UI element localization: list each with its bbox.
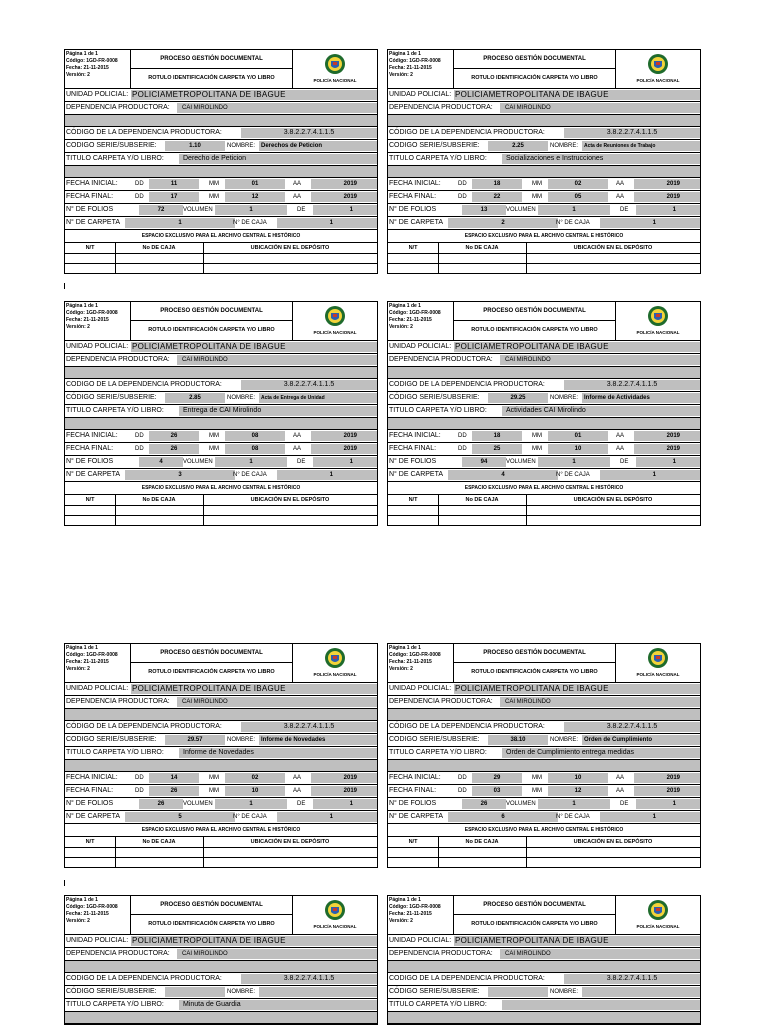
police-shield-icon (647, 305, 669, 329)
form-meta: Página 1 de 1 Código: 1GD-FR-0008 Fecha: 21-11-2015 Versión: 2 (65, 50, 131, 88)
process-title: PROCESO GESTIÓN DOCUMENTAL (131, 302, 292, 321)
process-title: PROCESO GESTIÓN DOCUMENTAL (454, 302, 615, 321)
police-shield-icon (324, 647, 346, 671)
police-logo: POLICÍA NACIONAL (616, 302, 700, 340)
archive-table-header: N/T No DE CAJA UBICACIÓN EN EL DEPÓSITO (388, 495, 700, 506)
table-row (388, 254, 700, 264)
police-logo: POLICÍA NACIONAL (616, 50, 700, 88)
police-shield-icon (324, 53, 346, 77)
unidad-value: POLICIAMETROPOLITANA DE IBAGUE (131, 684, 377, 694)
police-logo: POLICÍA NACIONAL (293, 50, 377, 88)
unidad-value: POLICIAMETROPOLITANA DE IBAGUE (454, 90, 700, 100)
archive-table-header: N/T No DE CAJA UBICACIÓN EN EL DEPÓSITO (388, 243, 700, 254)
label-subtitle: ROTULO IDENTIFICACIÓN CARPETA Y/O LIBRO (148, 75, 275, 81)
archive-notice: ESPACIO EXCLUSIVO PARA EL ARCHIVO CENTRAL E HISTÓRICO (65, 824, 377, 837)
police-logo: POLICÍA NACIONAL (616, 644, 700, 682)
police-shield-icon (324, 305, 346, 329)
archive-notice: ESPACIO EXCLUSIVO PARA EL ARCHIVO CENTRAL E HISTÓRICO (388, 824, 700, 837)
archive-table-header: N/T No DE CAJA UBICACIÓN EN EL DEPÓSITO (388, 837, 700, 848)
folder-label-3: Página 1 de 1 Código: 1GD-FR-0008 Fecha: 21-11-2015 Versión: 2 PROCESO GESTIÓN DOCUMENTAL ROTULO IDENTIFICACIÓN CARPETA Y/O LIBRO POLICÍA NACIONAL UNIDAD POLICIAL: POLICIAMETROPOLITANA DE IBAGUE DEPENDENCIA PRODUCTORA: CAI MIROLINDO CODIGO DE LA DEPENDENCIA PRODUCTORA: 3.8.2.2.7.4.1.1.5 CÓDIGO SERIE/SUBSERIE: 2.85 NOMBRE: Acta de Entrega de Unidad TITULO CARPETA Y/O LIBRO: Entrega de CAI Mirolindo FECHA INICIAL: DD 26 MM 08 AA 2019 FECHA FINAL: DD 26 MM 08 AA 2019 N° DE FOLIOS 4 VOLUMEN 1 DE 1 N° DE CARPETA 3 N° DE CAJA 1 ESPACIO EXCLUSIVO PARA EL ARCHIVO CENTRAL E HISTÓRICO N/T No DE CAJA UBICACIÓN EN EL DEPÓSITO (64, 301, 378, 526)
form-meta: Página 1 de 1 Código: 1GD-FR-0008 Fecha: 21-11-2015 Versión: 2 (65, 896, 131, 934)
label-subtitle: ROTULO IDENTIFICACIÓN CARPETA Y/O LIBRO (471, 75, 598, 81)
table-row (65, 254, 377, 264)
label-header (388, 50, 700, 89)
process-title: PROCESO GESTIÓN DOCUMENTAL (454, 644, 615, 663)
police-logo: POLICÍA NACIONAL (293, 896, 377, 934)
process-title: PROCESO GESTIÓN DOCUMENTAL (454, 50, 615, 69)
form-meta: Página 1 de 1 Código: 1GD-FR-0008 Fecha: 21-11-2015 Versión: 2 (388, 50, 454, 88)
label-header (65, 302, 377, 341)
police-shield-icon (647, 647, 669, 671)
label-header (65, 50, 377, 89)
table-row (388, 264, 700, 273)
folder-label-8: Página 1 de 1 Código: 1GD-FR-0008 Fecha: 21-11-2015 Versión: 2 PROCESO GESTIÓN DOCUMENTAL ROTULO IDENTIFICACIÓN CARPETA Y/O LIBRO POLICÍA NACIONAL UNIDAD POLICIAL: POLICIAMETROPOLITANA DE IBAGUE DEPENDENCIA PRODUCTORA: CAI MIROLINDO CODIGO DE LA DEPENDENCIA PRODUCTORA: 3.8.2.2.7.4.1.1.5 CÓDIGO SERIE/SUBSERIE: NOMBRE: TITULO CARPETA Y/O LIBRO: (387, 895, 701, 1025)
label-header (388, 302, 700, 341)
label-header (65, 896, 377, 935)
archive-notice: ESPACIO EXCLUSIVO PARA EL ARCHIVO CENTRAL E HISTÓRICO (388, 230, 700, 243)
form-meta: Página 1 de 1 Código: 1GD-FR-0008 Fecha: 21-11-2015 Versión: 2 (388, 644, 454, 682)
label-subtitle: ROTULO IDENTIFICACIÓN CARPETA Y/O LIBRO (471, 669, 598, 675)
folder-label-2: Página 1 de 1 Código: 1GD-FR-0008 Fecha: 21-11-2015 Versión: 2 PROCESO GESTIÓN DOCUMENTAL ROTULO IDENTIFICACIÓN CARPETA Y/O LIBRO POLICÍA NACIONAL UNIDAD POLICIAL: POLICIAMETROPOLITANA DE IBAGUE DEPENDENCIA PRODUCTORA: CAI MIROLINDO CÓDIGO DE LA DEPENDENCIA PRODUCTORA: 3.8.2.2.7.4.1.1.5 CODIGO SERIE/SUBSERIE: 2.25 NOMBRE: Acta de Reuniones de Trabajo TITULO CARPETA Y/O LIBRO: Socializaciones e Instrucciones FECHA INICIAL: DD 18 MM 02 AA 2019 FECHA FINAL: DD 22 MM 05 AA 2019 N° DE FOLIOS 13 VOLUMEN 1 DE 1 N° DE CARPETA 2 N° DE CAJA 1 ESPACIO EXCLUSIVO PARA EL ARCHIVO CENTRAL E HISTÓRICO N/T No DE CAJA UBICACIÓN EN EL DEPÓSITO (387, 49, 701, 274)
table-row (388, 516, 700, 525)
police-shield-icon (647, 53, 669, 77)
folder-label-7: Página 1 de 1 Código: 1GD-FR-0008 Fecha: 21-11-2015 Versión: 2 PROCESO GESTIÓN DOCUMENTAL ROTULO IDENTIFICACIÓN CARPETA Y/O LIBRO POLICÍA NACIONAL UNIDAD POLICIAL: POLICIAMETROPOLITANA DE IBAGUE DEPENDENCIA PRODUCTORA: CAI MIROLINDO CODIGO DE LA DEPENDENCIA PRODUCTORA: 3.8.2.2.7.4.1.1.5 CÓDIGO SERIE/SUBSERIE: NOMBRE: TITULO CARPETA Y/O LIBRO: Minuta de Guardia (64, 895, 378, 1025)
form-meta: Página 1 de 1 Código: 1GD-FR-0008 Fecha: 21-11-2015 Versión: 2 (65, 302, 131, 340)
police-shield-icon (647, 899, 669, 923)
police-logo: POLICÍA NACIONAL (293, 644, 377, 682)
label-header (65, 644, 377, 683)
archive-notice: ESPACIO EXCLUSIVO PARA EL ARCHIVO CENTRAL E HISTÓRICO (65, 230, 377, 243)
table-row (65, 516, 377, 525)
form-meta: Página 1 de 1 Código: 1GD-FR-0008 Fecha: 21-11-2015 Versión: 2 (388, 302, 454, 340)
archive-notice: ESPACIO EXCLUSIVO PARA EL ARCHIVO CENTRAL E HISTÓRICO (388, 482, 700, 495)
label-header (388, 644, 700, 683)
archive-table-header: N/T No DE CAJA UBICACIÓN EN EL DEPÓSITO (65, 837, 377, 848)
label-subtitle: ROTULO IDENTIFICACIÓN CARPETA Y/O LIBRO (148, 921, 275, 927)
unidad-value: POLICIAMETROPOLITANA DE IBAGUE (131, 936, 377, 946)
form-meta: Página 1 de 1 Código: 1GD-FR-0008 Fecha: 21-11-2015 Versión: 2 (388, 896, 454, 934)
process-title: PROCESO GESTIÓN DOCUMENTAL (131, 50, 292, 69)
table-row (65, 506, 377, 516)
table-row (65, 848, 377, 858)
police-logo: POLICÍA NACIONAL (293, 302, 377, 340)
table-row (65, 858, 377, 867)
label-subtitle: ROTULO IDENTIFICACIÓN CARPETA Y/O LIBRO (148, 327, 275, 333)
process-title: PROCESO GESTIÓN DOCUMENTAL (131, 644, 292, 663)
police-logo: POLICÍA NACIONAL (616, 896, 700, 934)
archive-table-header: N/T No DE CAJA UBICACIÓN EN EL DEPÓSITO (65, 495, 377, 506)
label-subtitle: ROTULO IDENTIFICACIÓN CARPETA Y/O LIBRO (471, 327, 598, 333)
process-title: PROCESO GESTIÓN DOCUMENTAL (131, 896, 292, 915)
table-row (388, 506, 700, 516)
folder-label-1: Página 1 de 1 Código: 1GD-FR-0008 Fecha: 21-11-2015 Versión: 2 PROCESO GESTIÓN DOCUMENTAL ROTULO IDENTIFICACIÓN CARPETA Y/O LIBRO POLICÍA NACIONAL UNIDAD POLICIAL: POLICIAMETROPOLITANA DE IBAGUE DEPENDENCIA PRODUCTORA: CAI MIROLINDO CÓDIGO DE LA DEPENDENCIA PRODUCTORA: 3.8.2.2.7.4.1.1.5 CODIGO SERIE/SUBSERIE: 1.10 NOMBRE: Derechos de Peticion TITULO CARPETA Y/O LIBRO: Derecho de Peticion FECHA INICIAL: DD 11 MM 01 AA 2019 FECHA FINAL: DD 17 MM 12 AA 2019 N° DE FOLIOS 72 VOLUMEN 1 DE 1 N° DE CARPETA 1 N° DE CAJA 1 ESPACIO EXCLUSIVO PARA EL ARCHIVO CENTRAL E HISTÓRICO N/T No DE CAJA UBICACIÓN EN EL DEPÓSITO (64, 49, 378, 274)
unidad-value: POLICIAMETROPOLITANA DE IBAGUE (454, 684, 700, 694)
table-row (388, 858, 700, 867)
label-subtitle: ROTULO IDENTIFICACIÓN CARPETA Y/O LIBRO (471, 921, 598, 927)
unidad-value: POLICIAMETROPOLITANA DE IBAGUE (131, 342, 377, 352)
crop-mark (64, 283, 65, 289)
police-shield-icon (324, 899, 346, 923)
archive-table-header: N/T No DE CAJA UBICACIÓN EN EL DEPÓSITO (65, 243, 377, 254)
process-title: PROCESO GESTIÓN DOCUMENTAL (454, 896, 615, 915)
archive-notice: ESPACIO EXCLUSIVO PARA EL ARCHIVO CENTRAL E HISTÓRICO (65, 482, 377, 495)
unidad-value: POLICIAMETROPOLITANA DE IBAGUE (454, 342, 700, 352)
label-header (388, 896, 700, 935)
table-row (388, 848, 700, 858)
folder-label-6: Página 1 de 1 Código: 1GD-FR-0008 Fecha: 21-11-2015 Versión: 2 PROCESO GESTIÓN DOCUMENTAL ROTULO IDENTIFICACIÓN CARPETA Y/O LIBRO POLICÍA NACIONAL UNIDAD POLICIAL: POLICIAMETROPOLITANA DE IBAGUE DEPENDENCIA PRODUCTORA: CAI MIROLINDO CÓDIGO DE LA DEPENDENCIA PRODUCTORA: 3.8.2.2.7.4.1.1.5 CODIGO SERIE/SUBSERIE: 38.10 NOMBRE: Orden de Cumplimiento TITULO CARPETA Y/O LIBRO: Orden de Cumplimiento entrega medidas FECHA INICIAL: DD 29 MM 10 AA 2019 FECHA FINAL: DD 03 MM 12 AA 2019 N° DE FOLIOS 26 VOLUMEN 1 DE 1 N° DE CARPETA 6 N° DE CAJA 1 ESPACIO EXCLUSIVO PARA EL ARCHIVO CENTRAL E HISTÓRICO N/T No DE CAJA UBICACIÓN EN EL DEPÓSITO (387, 643, 701, 868)
unidad-value: POLICIAMETROPOLITANA DE IBAGUE (131, 90, 377, 100)
unidad-value: POLICIAMETROPOLITANA DE IBAGUE (454, 936, 700, 946)
form-meta: Página 1 de 1 Código: 1GD-FR-0008 Fecha: 21-11-2015 Versión: 2 (65, 644, 131, 682)
table-row (65, 264, 377, 273)
folder-label-5: Página 1 de 1 Código: 1GD-FR-0008 Fecha: 21-11-2015 Versión: 2 PROCESO GESTIÓN DOCUMENTAL ROTULO IDENTIFICACIÓN CARPETA Y/O LIBRO POLICÍA NACIONAL UNIDAD POLICIAL: POLICIAMETROPOLITANA DE IBAGUE DEPENDENCIA PRODUCTORA: CAI MIROLINDO CÓDIGO DE LA DEPENDENCIA PRODUCTORA: 3.8.2.2.7.4.1.1.5 CODIGO SERIE/SUBSERIE: 29.57 NOMBRE: Informe de Novedades TITULO CARPETA Y/O LIBRO: Informe de Novedades FECHA INICIAL: DD 14 MM 02 AA 2019 FECHA FINAL: DD 26 MM 10 AA 2019 N° DE FOLIOS 26 VOLUMEN 1 DE 1 N° DE CARPETA 5 N° DE CAJA 1 ESPACIO EXCLUSIVO PARA EL ARCHIVO CENTRAL E HISTÓRICO N/T No DE CAJA UBICACIÓN EN EL DEPÓSITO (64, 643, 378, 868)
crop-mark (64, 880, 65, 886)
label-subtitle: ROTULO IDENTIFICACIÓN CARPETA Y/O LIBRO (148, 669, 275, 675)
folder-label-4: Página 1 de 1 Código: 1GD-FR-0008 Fecha: 21-11-2015 Versión: 2 PROCESO GESTIÓN DOCUMENTAL ROTULO IDENTIFICACIÓN CARPETA Y/O LIBRO POLICÍA NACIONAL UNIDAD POLICIAL: POLICIAMETROPOLITANA DE IBAGUE DEPENDENCIA PRODUCTORA: CAI MIROLINDO CODIGO DE LA DEPENDENCIA PRODUCTORA: 3.8.2.2.7.4.1.1.5 CÓDIGO SERIE/SUBSERIE: 29.25 NOMBRE: Informe de Actividades TITULO CARPETA Y/O LIBRO: Actividades CAI Mirolindo FECHA INICIAL: DD 18 MM 01 AA 2019 FECHA FINAL: DD 25 MM 10 AA 2019 N° DE FOLIOS 94 VOLUMEN 1 DE 1 N° DE CARPETA 4 N° DE CAJA 1 ESPACIO EXCLUSIVO PARA EL ARCHIVO CENTRAL E HISTÓRICO N/T No DE CAJA UBICACIÓN EN EL DEPÓSITO (387, 301, 701, 526)
